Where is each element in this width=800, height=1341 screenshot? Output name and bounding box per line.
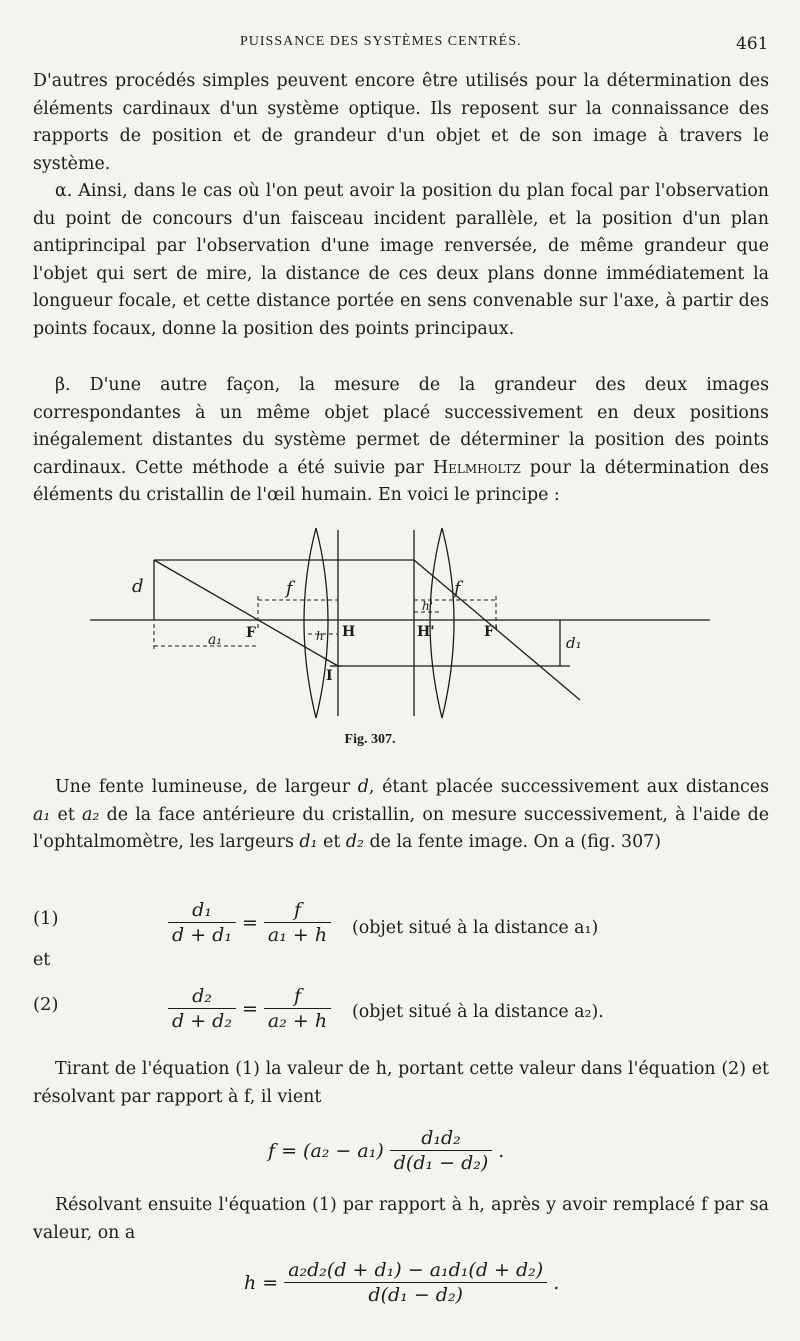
equation-1-note: (objet situé à la distance a₁): [352, 918, 599, 938]
var-d2: d₂: [345, 832, 364, 853]
lens-back-left-curve: [430, 528, 442, 718]
equation-4: h = $\frac{\text{a₂d₂(d + d₁) − a₁d₁(d + d₂)}}{\text{d(d₁ − d₂)}}$ .: [244, 1259, 560, 1306]
label-h: h: [316, 629, 324, 643]
paragraph-beta-text-2: pour la détermination des éléments du cristallin de l'œil humain. En voici le principe :: [33, 457, 769, 506]
label-f-left: f: [286, 578, 293, 599]
label-H: H: [342, 624, 356, 640]
equation-2-number: (2): [33, 994, 59, 1015]
label-F-prime: F': [484, 624, 499, 640]
var-d1: d₁: [299, 832, 318, 853]
label-H-prime: H': [417, 624, 435, 640]
equation-1-number: (1): [33, 908, 59, 929]
optical-diagram: [80, 520, 720, 760]
conjunction-et: et: [33, 950, 51, 970]
equation-3: f = (a₂ − a₁) $\frac{\text{d₁d₂}}{\text{d(d₁ − d₂)}}$ .: [268, 1127, 505, 1174]
var-a2: a₂: [82, 804, 100, 825]
label-I: I: [326, 668, 333, 684]
label-h-prime: h': [422, 599, 434, 613]
equation-2: $\frac{\text{d₂}}{\text{d + d₂}}$ = $\frac{f}{\text{a₂ + h}}$: [168, 984, 331, 1033]
page-number: 461: [736, 34, 769, 54]
label-F: F: [246, 625, 256, 641]
label-f-right: f: [454, 578, 461, 599]
figure-caption: Fig. 307.: [344, 732, 396, 747]
running-title: PUISSANCE DES SYSTÈMES CENTRÉS.: [240, 34, 522, 49]
lens-front-left-curve: [304, 528, 316, 718]
paragraph-resolvant: Résolvant ensuite l'équation (1) par rapport à h, après y avoir remplacé f par sa valeur, on a: [33, 1195, 769, 1243]
paragraph-intro: D'autres procédés simples peuvent encore être utilisés pour la détermination des éléments cardinaux d'un système optique. Ils reposent sur la connaissance des rapports de position et de grandeur d'un objet et de son image à travers le système.: [33, 71, 769, 174]
lens-back-right-curve: [442, 528, 454, 718]
figure-307: [80, 520, 720, 760]
var-a1: a₁: [33, 804, 51, 825]
paragraph-alpha: α. Ainsi, dans le cas où l'on peut avoir la position du plan focal par l'observation du point de concours d'un faisceau incident parallèle, et la position d'un plan antiprincipal par l'observation d'une image renversée, de même grandeur que l'objet qui sert de mire, la distance de ces deux plans donne immédiatement la longueur focale, et cette distance portée en sens convenable sur l'axe, à partir des points focaux, donne la position des points principaux.: [33, 181, 769, 339]
author-name-helmholtz: Helmholtz: [432, 457, 521, 478]
page-header: [0, 30, 800, 60]
lens-front-right-curve: [316, 528, 328, 718]
var-d: d: [357, 777, 369, 797]
equation-2-note: (objet situé à la distance a₂).: [352, 1002, 604, 1022]
ray-incident: [154, 560, 338, 666]
paragraph-tirant: Tirant de l'équation (1) la valeur de h, portant cette valeur dans l'équation (2) et résolvant par rapport à f, il vient: [33, 1059, 769, 1107]
label-d1: d₁: [566, 634, 582, 652]
equation-1: $\frac{\text{d₁}}{\text{d + d₁}}$ = $\frac{f}{\text{a₁ + h}}$: [168, 898, 331, 947]
paragraph-beta-text-1: β. D'une autre façon, la mesure de la grandeur des deux images correspondantes à un même objet placé successivement en deux positions inégalement distantes du système permet de déterminer la position des points cardinaux. Cette méthode a été suivie par: [33, 375, 769, 478]
paragraph-fente: Une fente lumineuse, de largeur d, étant placée successivement aux distances a₁ et a₂ de la face antérieure du cristallin, on mesure successivement, à l'aide de l'ophtalmomètre, les largeurs d₁ et d₂ de la fente image. On a (fig. 307): [33, 777, 770, 853]
paragraph-beta: [33, 372, 769, 510]
label-a1: a₁: [208, 632, 222, 648]
label-d: d: [132, 576, 144, 597]
